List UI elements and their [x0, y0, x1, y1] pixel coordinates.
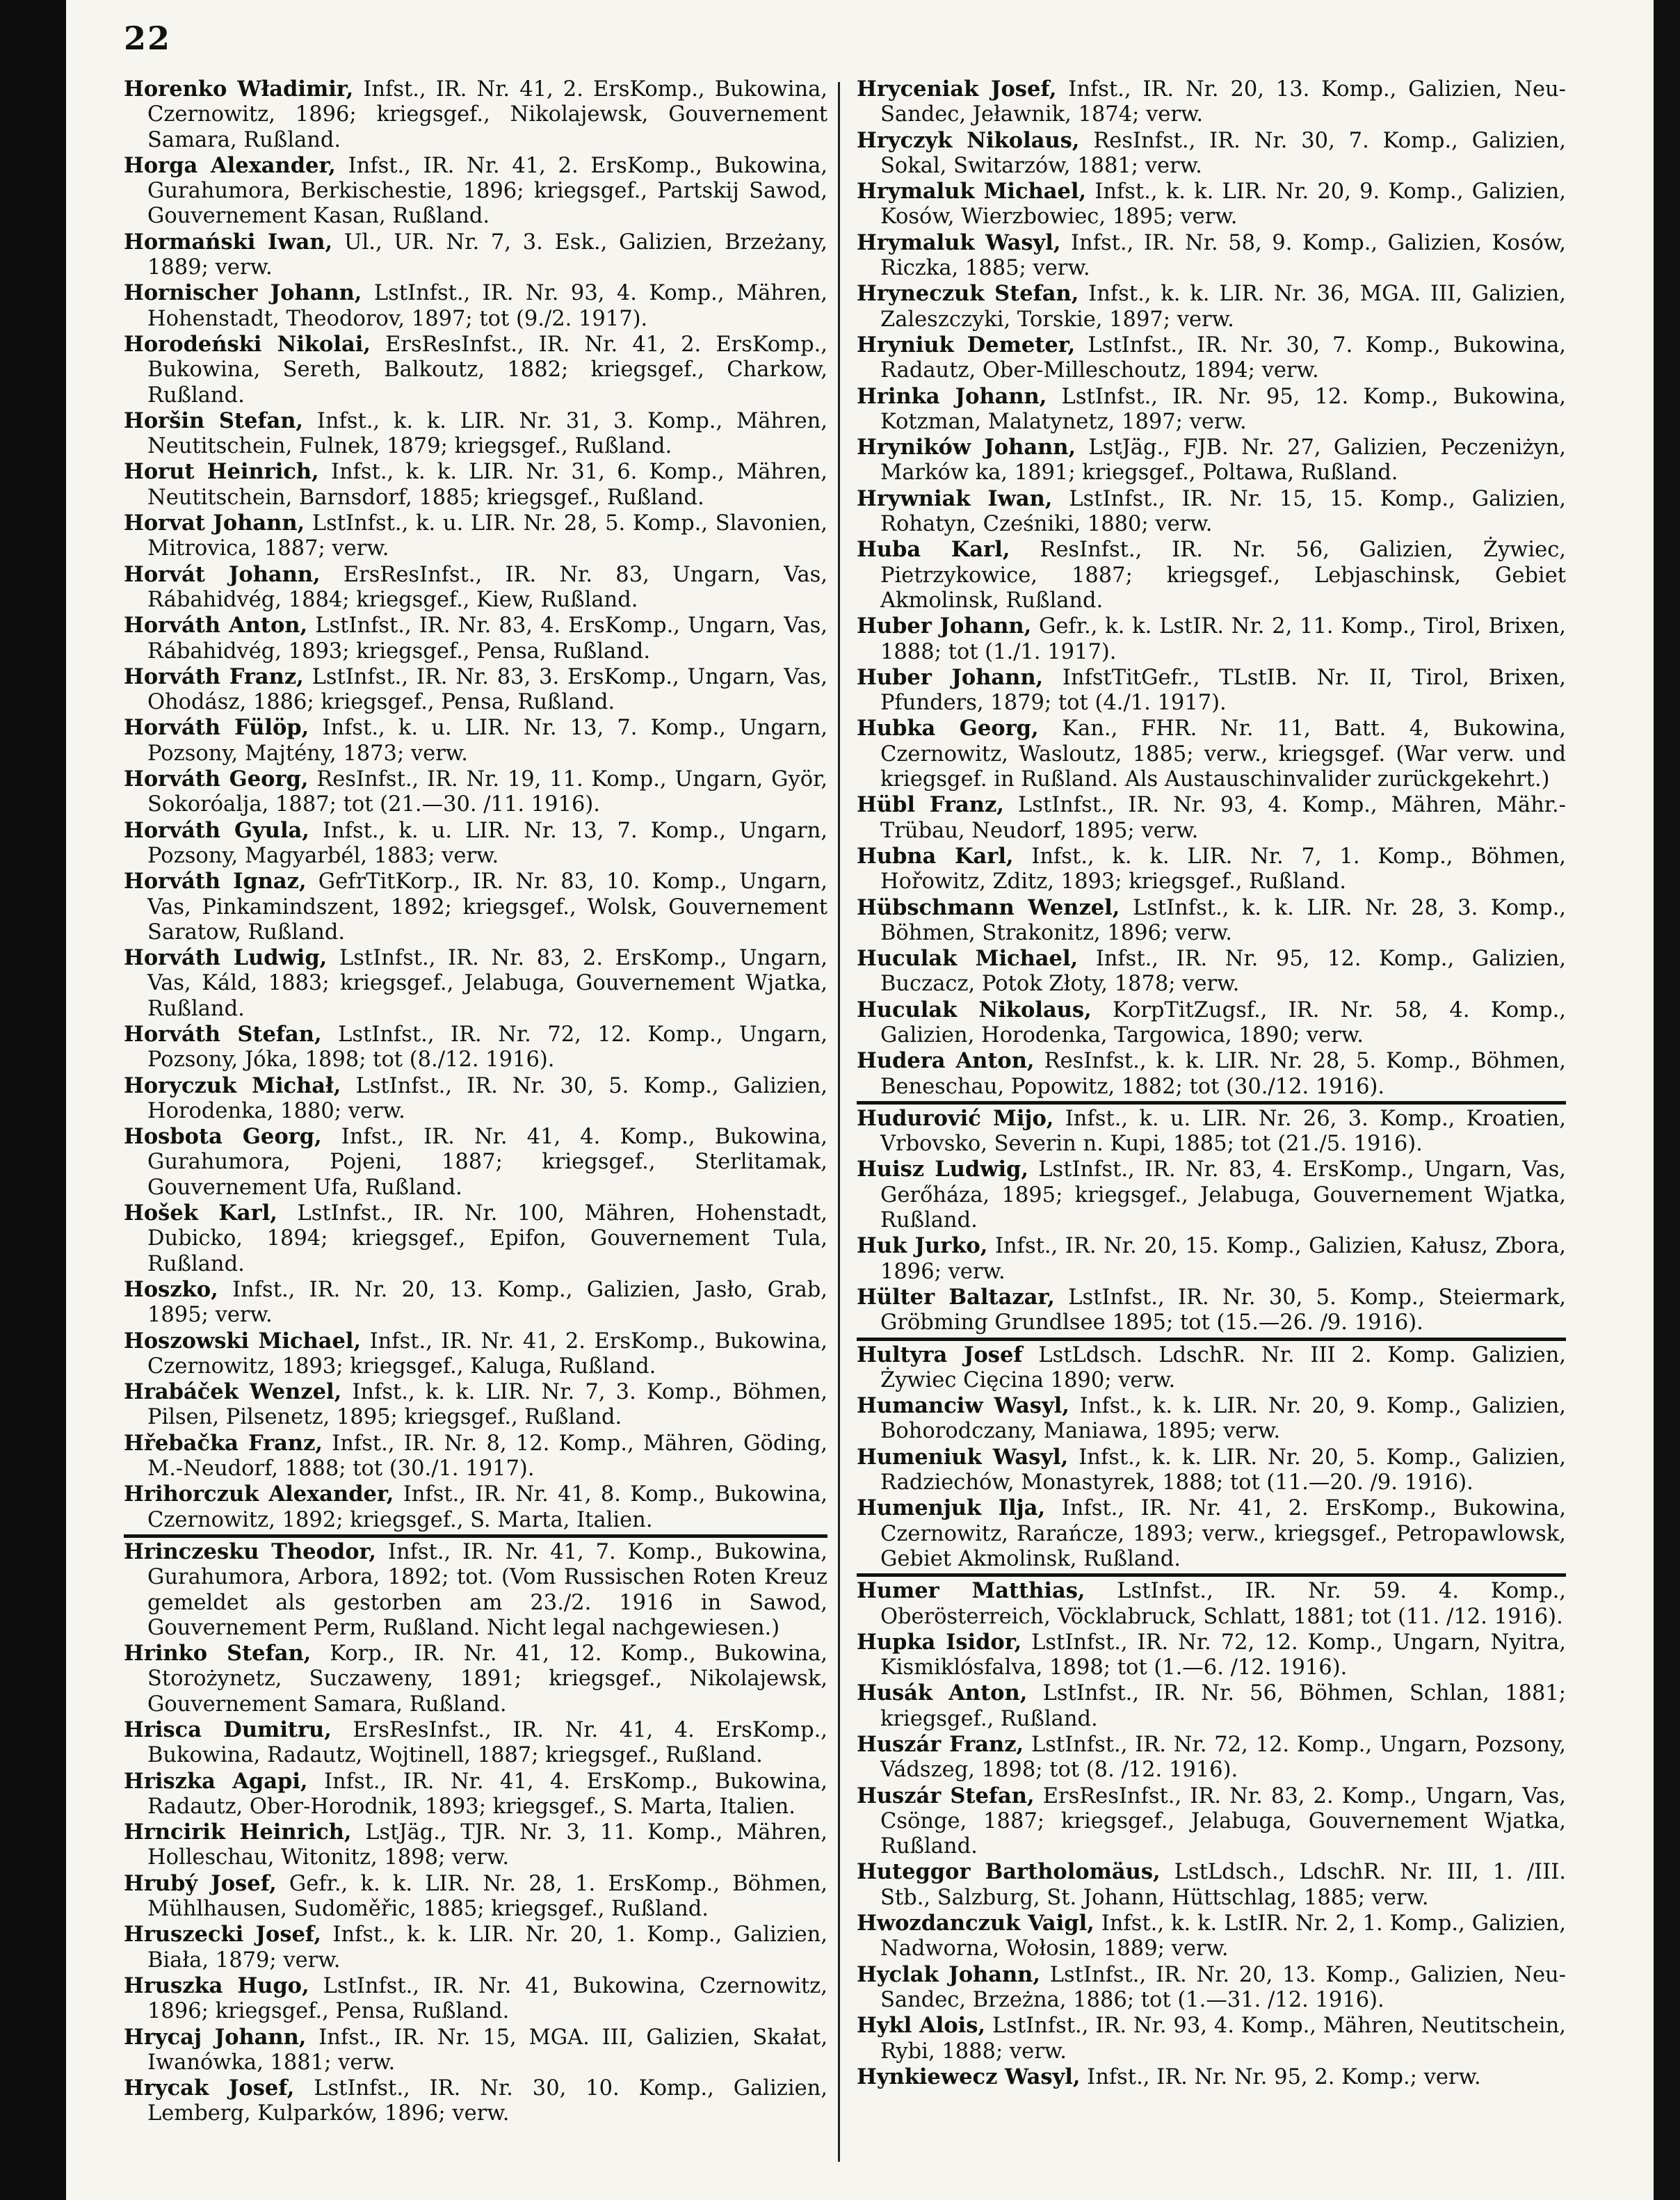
register-entry	[124, 459, 827, 511]
register-entry	[124, 1328, 827, 1380]
entry-name: Huber Johann,	[857, 613, 1032, 639]
column-divider	[838, 82, 840, 2162]
register-entry	[124, 230, 827, 281]
entry-name: Hryceniak Josef,	[857, 77, 1057, 102]
entry-name: Horváth Ignaz,	[124, 869, 307, 894]
register-entry	[857, 1157, 1566, 1233]
entry-name: Hrihorczuk Alexander,	[124, 1482, 394, 1507]
entry-name: Horvat Johann,	[124, 511, 305, 536]
entry-name: Huculak Michael,	[857, 946, 1079, 972]
entry-name: Hrinczesku Theodor,	[124, 1539, 377, 1564]
entry-details: Infst., k. k. LIR. Nr. 20, 9. Komp., Galizien, Bohorodczany, Maniawa, 1895; verw.	[880, 1394, 1566, 1444]
entry-name: Hrymaluk Wasyl,	[857, 230, 1061, 255]
register-entry	[124, 77, 827, 153]
entry-details: LstInfst., IR. Nr. 93, 4. Komp., Mähren, Mähr.-Trübau, Neudorf, 1895; verw.	[880, 793, 1566, 843]
entry-details: LstInfst., IR. Nr. 72, 12. Komp., Ungarn, Pozsony, Jóka, 1898; tot (8./12. 1916).	[147, 1022, 827, 1073]
entry-name: Huteggor Bartholomäus,	[857, 1859, 1161, 1885]
entry-details: LstInfst., IR. Nr. 100, Mähren, Hohenstadt, Dubicko, 1894; kriegsgef., Epifon, Gouvernement Tula, Rußland.	[147, 1201, 827, 1276]
entry-details: Infst., IR. Nr. 95, 12. Komp., Galizien, Buczacz, Potok Złoty, 1878; verw.	[880, 947, 1566, 997]
entry-name: Hrywniak Iwan,	[857, 485, 1053, 511]
register-entry	[124, 1073, 827, 1125]
register-entry	[124, 1022, 827, 1073]
entry-name: Hynkiewecz Wasyl,	[857, 2064, 1081, 2089]
entry-name: Horváth Anton,	[124, 613, 308, 639]
register-entry	[857, 1859, 1566, 1911]
entry-separator-rule	[124, 1534, 827, 1538]
entry-details: Infst., IR. Nr. 20, 13. Komp., Galizien, Neu-Sandec, Jeławnik, 1874; verw.	[880, 77, 1566, 127]
entry-details: Infst., IR. Nr. 15, MGA. III, Galizien, Skałat, Iwanówka, 1881; verw.	[147, 2025, 827, 2075]
entry-name: Hyclak Johann,	[857, 1961, 1040, 1987]
entry-name: Hwozdanczuk Vaigl,	[857, 1911, 1095, 1936]
entry-name: Huculak Nikolaus,	[857, 997, 1092, 1022]
entry-name: Hudurović Mijo,	[857, 1105, 1054, 1131]
entry-details: Infst., IR. Nr. 20, 13. Komp., Galizien, Jasło, Grab, 1895; verw.	[147, 1277, 827, 1328]
entry-name: Hrymaluk Michael,	[857, 179, 1087, 204]
entry-name: Huszár Franz,	[857, 1732, 1024, 1757]
entry-details: LstInfst., IR. Nr. 93, 4. Komp., Mähren, Neutitschein, Rybi, 1888; verw.	[880, 2014, 1566, 2064]
register-entry	[857, 1285, 1566, 1336]
register-entry	[857, 384, 1566, 435]
entry-details: Infst., k. k. LIR. Nr. 31, 3. Komp., Mähren, Neutitschein, Fulnek, 1879; kriegsgef., Rußland.	[147, 408, 827, 459]
register-entry	[124, 818, 827, 869]
entry-name: Hykl Alois,	[857, 2013, 986, 2039]
register-entry	[857, 1233, 1566, 1285]
entry-details: LstInfst., IR. Nr. 41, Bukowina, Czernowitz, 1896; kriegsgef., Pensa, Rußland.	[147, 1973, 827, 2024]
register-entry	[857, 281, 1566, 332]
register-entry	[124, 2075, 827, 2127]
entry-name: Hübl Franz,	[857, 792, 1004, 818]
register-entry	[857, 1106, 1566, 1157]
register-entry	[124, 153, 827, 230]
entry-name: Horga Alexander,	[124, 152, 336, 178]
entry-details: Infst., k. u. LIR. Nr. 13, 7. Komp., Ungarn, Pozsony, Magyarbél, 1883; verw.	[147, 818, 827, 868]
register-entry	[124, 1482, 827, 1533]
entry-details: LstInfst., IR. Nr. 83, 4. ErsKomp., Ungarn, Vas, Rábahidvég, 1893; kriegsgef., Pensa, Rußland.	[147, 613, 827, 664]
entry-name: Hoszowski Michael,	[124, 1328, 362, 1354]
register-entry	[124, 766, 827, 818]
register-entry	[124, 1277, 827, 1328]
register-entry	[124, 332, 827, 408]
entry-details: KorpTitZugsf., IR. Nr. 58, 4. Komp., Galizien, Horodenka, Targowica, 1890; verw.	[880, 997, 1566, 1047]
register-entry	[857, 1732, 1566, 1783]
entry-separator-rule	[857, 1101, 1566, 1105]
entry-name: Hormański Iwan,	[124, 229, 333, 255]
entry-details: Ul., UR. Nr. 7, 3. Esk., Galizien, Brzeżany, 1889; verw.	[147, 230, 827, 280]
entry-name: Huk Jurko,	[857, 1233, 988, 1259]
entry-name: Hruszka Hugo,	[124, 1973, 309, 1998]
entry-name: Horváth Gyula,	[124, 817, 309, 843]
entry-name: Hrabáček Wenzel,	[124, 1379, 342, 1405]
entry-details: Infst., k. u. LIR. Nr. 26, 3. Komp., Kroatien, Vrbovsko, Severin n. Kupi, 1885; tot (21./5. 1916).	[880, 1106, 1566, 1157]
entry-name: Hülter Baltazar,	[857, 1284, 1055, 1310]
entry-details: Korp., IR. Nr. 41, 12. Komp., Bukowina, Storożynetz, Suczaweny, 1891; kriegsgef., Nikolajewsk, Gouvernement Samara, Rußland.	[147, 1641, 827, 1717]
register-entry	[124, 1124, 827, 1201]
entry-details: LstInfst., IR. Nr. 20, 13. Komp., Galizien, Neu-Sandec, Brzeżna, 1886; tot (1.—31. /12. 1916).	[880, 1962, 1566, 2012]
entry-details: Infst., IR. Nr. 41, 4. Komp., Bukowina, Gurahumora, Pojeni, 1887; kriegsgef., Sterlitamak, Gouvernement Ufa, Rußland.	[147, 1125, 827, 1200]
entry-details: Infst., IR. Nr. 20, 15. Komp., Galizien, Kałusz, Zbora, 1896; verw.	[880, 1234, 1566, 1284]
entry-details: Gefr., k. k. LIR. Nr. 28, 1. ErsKomp., Böhmen, Mühlhausen, Sudoměřic, 1885; kriegsgef., Rußland.	[147, 1871, 827, 1922]
entry-details: LstInfst., IR. Nr. 93, 4. Komp., Mähren, Hohenstadt, Theodorov, 1897; tot (9./2. 1917).	[147, 281, 827, 331]
entry-name: Hrisca Dumitru,	[124, 1717, 332, 1742]
entry-name: Huba Karl,	[857, 537, 1010, 563]
left-column	[124, 77, 827, 2184]
register-entry	[857, 2064, 1566, 2090]
entry-name: Hryneczuk Stefan,	[857, 281, 1079, 307]
register-entry	[857, 2013, 1566, 2064]
register-entry	[857, 1911, 1566, 1962]
register-entry	[124, 1973, 827, 2025]
entry-details: ErsResInfst., IR. Nr. 41, 2. ErsKomp., Bukowina, Sereth, Balkoutz, 1882; kriegsgef., Charkow, Rußland.	[147, 332, 827, 408]
entry-details: ErsResInfst., IR. Nr. 83, 2. Komp., Ungarn, Vas, Csönge, 1887; kriegsgef., Jelabuga, Gouvernement Wjatka, Rußland.	[880, 1783, 1566, 1859]
entry-details: Infst., k. k. LIR. Nr. 7, 3. Komp., Böhmen, Pilsen, Pilsenetz, 1895; kriegsgef., Rußland.	[147, 1380, 827, 1430]
register-entry	[857, 613, 1566, 665]
entry-name: Hubna Karl,	[857, 843, 1014, 869]
entry-name: Humer Matthias,	[857, 1578, 1085, 1604]
entry-details: ResInfst., IR. Nr. 56, Galizien, Żywiec, Pietrzykowice, 1887; kriegsgef., Lebjaschinsk, Gebiet Akmolinsk, Rußland.	[880, 538, 1566, 613]
entry-details: LstInfst., IR. Nr. 15, 15. Komp., Galizien, Rohatyn, Cześniki, 1880; verw.	[880, 486, 1566, 537]
scan-edge-right	[1654, 0, 1680, 2200]
entry-name: Hupka Isidor,	[857, 1629, 1022, 1655]
entry-name: Huszár Stefan,	[857, 1783, 1035, 1808]
entry-details: Infst., IR. Nr. 41, 2. ErsKomp., Bukowina, Czernowitz, 1896; kriegsgef., Nikolajewsk, Gouvernement Samara, Rußland.	[147, 77, 827, 152]
entry-details: Infst., IR. Nr. 8, 12. Komp., Mähren, Göding, M.-Neudorf, 1888; tot (30./1. 1917).	[147, 1431, 827, 1482]
register-entry	[857, 1783, 1566, 1860]
register-entry	[857, 1048, 1566, 1100]
entry-name: Hrncirik Heinrich,	[124, 1820, 352, 1845]
entry-details: Infst., IR. Nr. 41, 2. ErsKomp., Bukowina, Gurahumora, Berkischestie, 1896; kriegsgef., Partskij Sawod, Gouvernement Kasan, Rußland.	[147, 153, 827, 229]
entry-name: Horváth Ludwig,	[124, 945, 328, 971]
entry-details: LstInfst., IR. Nr. 72, 12. Komp., Ungarn, Nyitra, Kismiklósfalva, 1898; tot (1.—6. /12. 1916).	[880, 1630, 1566, 1680]
entry-name: Hruszecki Josef,	[124, 1922, 322, 1948]
register-entry	[124, 664, 827, 716]
register-entry	[124, 1379, 827, 1431]
entry-name: Horvát Johann,	[124, 561, 321, 587]
entry-details: LstJäg., TJR. Nr. 3, 11. Komp., Mähren, Holleschau, Witonitz, 1898; verw.	[147, 1820, 827, 1870]
entry-details: Infst., IR. Nr. Nr. 95, 2. Komp.; verw.	[1080, 2064, 1481, 2089]
entry-name: Horváth Georg,	[124, 766, 309, 792]
entry-name: Horyczuk Michał,	[124, 1073, 341, 1098]
entry-details: Infst., IR. Nr. 41, 7. Komp., Bukowina, Gurahumora, Arbora, 1892; tot. (Vom Russischen Roten Kreuz gemeldet als gestorben am 23./2. 1916 in Sawod, Gouvernement Perm, Rußland. Nicht legal nachgewiesen.)	[147, 1539, 827, 1640]
register-entry	[857, 230, 1566, 282]
entry-details: LstInfst., IR. Nr. 83, 3. ErsKomp., Ungarn, Vas, Ohodász, 1886; kriegsgef., Pensa, Rußland.	[147, 664, 827, 715]
entry-details: InfstTitGefr., TLstIB. Nr. II, Tirol, Brixen, Pfunders, 1879; tot (4./1. 1917).	[880, 665, 1566, 716]
entry-name: Horodeński Nikolai,	[124, 331, 371, 357]
entry-details: LstJäg., FJB. Nr. 27, Galizien, Peczeniżyn, Marków ka, 1891; kriegsgef., Poltawa, Rußland.	[880, 435, 1566, 485]
entry-details: Infst., k. k. LstIR. Nr. 2, 1. Komp., Galizien, Nadworna, Wołosin, 1889; verw.	[880, 1911, 1566, 1961]
entry-name: Horšin Stefan,	[124, 408, 304, 433]
entry-details: Infst., k. u. LIR. Nr. 13, 7. Komp., Ungarn, Pozsony, Majtény, 1873; verw.	[147, 716, 827, 766]
entry-name: Hubka Georg,	[857, 716, 1039, 741]
register-entry	[124, 2025, 827, 2076]
register-entry	[857, 1342, 1566, 1394]
register-entry	[124, 1717, 827, 1769]
entry-details: Infst., IR. Nr. 41, 2. ErsKomp., Bukowina, Czernowitz, 1893; kriegsgef., Kaluga, Rußland.	[147, 1328, 827, 1379]
entry-name: Hriszka Agapi,	[124, 1768, 308, 1794]
register-entry	[857, 128, 1566, 179]
entry-details: ErsResInfst., IR. Nr. 83, Ungarn, Vas, Rábahidvég, 1884; kriegsgef., Kiew, Rußland.	[147, 562, 827, 612]
entry-details: Infst., k. k. LIR. Nr. 36, MGA. III, Galizien, Zaleszczyki, Torskie, 1897; verw.	[880, 282, 1566, 332]
entry-details: Infst., IR. Nr. 41, 2. ErsKomp., Bukowina, Czernowitz, Rarańcze, 1893; verw., kriegsgef., Petropawlowsk, Gebiet Akmolinsk, Rußland.	[880, 1496, 1566, 1571]
register-entry	[857, 1495, 1566, 1572]
entry-name: Husák Anton,	[857, 1680, 1028, 1706]
entry-name: Humeniuk Wasyl,	[857, 1444, 1069, 1470]
entry-name: Horváth Fülöp,	[124, 715, 309, 741]
entry-name: Hřebačka Franz,	[124, 1430, 323, 1456]
entry-details: Infst., k. k. LIR. Nr. 31, 6. Komp., Mähren, Neutitschein, Barnsdorf, 1885; kriegsgef., Rußland.	[147, 460, 827, 510]
entry-name: Hrycak Josef,	[124, 2075, 295, 2101]
entry-details: Infst., IR. Nr. 41, 8. Komp., Bukowina, Czernowitz, 1892; kriegsgef., S. Marta, Italien.	[147, 1482, 827, 1532]
register-entry	[857, 77, 1566, 128]
register-entry	[857, 435, 1566, 486]
entry-separator-rule	[857, 1573, 1566, 1577]
entry-name: Hosbota Georg,	[124, 1124, 322, 1150]
register-entry	[857, 1393, 1566, 1445]
entry-name: Huisz Ludwig,	[857, 1157, 1029, 1182]
register-entry	[857, 1445, 1566, 1496]
entry-details: Infst., k. k. LIR. Nr. 7, 1. Komp., Böhmen, Hořowitz, Zditz, 1893; kriegsgef., Rußland.	[880, 844, 1566, 894]
register-entry	[857, 179, 1566, 230]
register-entry	[124, 613, 827, 664]
entry-details: Infst., IR. Nr. 58, 9. Komp., Galizien, Kosów, Riczka, 1885; verw.	[880, 230, 1566, 281]
entry-details: ResInfst., k. k. LIR. Nr. 28, 5. Komp., Böhmen, Beneschau, Popowitz, 1882; tot (30./12. 1916).	[880, 1049, 1566, 1099]
entry-name: Horut Heinrich,	[124, 459, 319, 485]
entry-name: Hryników Johann,	[857, 435, 1076, 460]
entry-name: Hultyra Josef	[857, 1342, 1023, 1367]
entry-name: Hoszko,	[124, 1276, 218, 1302]
register-entry	[124, 715, 827, 766]
entry-details: ResInfst., IR. Nr. 30, 7. Komp., Galizien, Sokal, Switarzów, 1881; verw.	[880, 128, 1566, 178]
document-page	[70, 0, 1648, 2200]
entry-name: Hornischer Johann,	[124, 280, 362, 306]
register-entry	[857, 486, 1566, 538]
register-entry	[857, 946, 1566, 997]
entry-details: LstLdsch. LdschR. Nr. III 2. Komp. Galizien, Żywiec Cięcina 1890; verw.	[880, 1342, 1566, 1392]
register-entry	[857, 332, 1566, 384]
register-entry	[124, 408, 827, 460]
register-entry	[124, 1871, 827, 1922]
entry-details: Infst., k. k. LIR. Nr. 20, 9. Komp., Galizien, Kosów, Wierzbowiec, 1895; verw.	[880, 179, 1566, 230]
entry-details: Infst., k. k. LIR. Nr. 20, 1. Komp., Galizien, Biała, 1879; verw.	[147, 1922, 827, 1973]
entry-details: ResInfst., IR. Nr. 19, 11. Komp., Ungarn, Györ, Sokoróalja, 1887; tot (21.—30. /11. 1916).	[147, 767, 827, 817]
entry-details: LstInfst., IR. Nr. 30, 7. Komp., Bukowina, Radautz, Ober-Milleschoutz, 1894; verw.	[880, 332, 1566, 383]
entry-details: LstInfst., IR. Nr. 83, 2. ErsKomp., Ungarn, Vas, Káld, 1883; kriegsgef., Jelabuga, Gouvernement Wjatka, Rußland.	[147, 946, 827, 1021]
register-entry	[857, 895, 1566, 947]
entry-details: Kan., FHR. Nr. 11, Batt. 4, Bukowina, Czernowitz, Wasloutz, 1885; verw., kriegsgef. (War verw. und kriegsgef. in Rußland. Als Austauschinvalider zurückgekehrt.)	[880, 716, 1566, 792]
entry-name: Horenko Władimir,	[124, 77, 354, 102]
scan-edge-left	[0, 0, 66, 2200]
entry-details: LstInfst., IR. Nr. 83, 4. ErsKomp., Ungarn, Vas, Gerőháza, 1895; kriegsgef., Jelabuga, Gouvernement Wjatka, Rußland.	[880, 1157, 1566, 1233]
entry-name: Huber Johann,	[857, 664, 1044, 690]
entry-name: Hrubý Josef,	[124, 1870, 277, 1896]
entry-name: Hrinko Stefan,	[124, 1641, 312, 1667]
entry-details: GefrTitKorp., IR. Nr. 83, 10. Komp., Ungarn, Vas, Pinkamindszent, 1892; kriegsgef., Wolsk, Gouvernement Saratow, Rußland.	[147, 869, 827, 945]
register-entry	[124, 562, 827, 613]
entry-name: Hryniuk Demeter,	[857, 332, 1076, 358]
register-entry	[124, 1539, 827, 1641]
entry-details: LstInfst., IR. Nr. 95, 12. Komp., Bukowina, Kotzman, Malatynetz, 1897; verw.	[880, 384, 1566, 434]
entry-name: Hudera Anton,	[857, 1048, 1035, 1074]
register-entry	[124, 1820, 827, 1871]
register-entry	[857, 1578, 1566, 1630]
entry-details: LstInfst., IR. Nr. 72, 12. Komp., Ungarn, Pozsony, Vádszeg, 1898; tot (8. /12. 1916).	[880, 1733, 1566, 1783]
register-entry	[857, 997, 1566, 1049]
entry-details: LstInfst., k. k. LIR. Nr. 28, 3. Komp., Böhmen, Strakonitz, 1896; verw.	[880, 895, 1566, 945]
register-entry	[124, 280, 827, 332]
entry-name: Horváth Franz,	[124, 664, 304, 689]
entry-details: Infst., IR. Nr. 41, 4. ErsKomp., Bukowina, Radautz, Ober-Horodnik, 1893; kriegsgef., S. Marta, Italien.	[147, 1769, 827, 1819]
entry-name: Hübschmann Wenzel,	[857, 894, 1120, 920]
entry-name: Hrinka Johann,	[857, 383, 1047, 409]
entry-name: Horváth Stefan,	[124, 1021, 322, 1047]
entry-details: LstInfst., k. u. LIR. Nr. 28, 5. Komp., Slavonien, Mitrovica, 1887; verw.	[147, 511, 827, 561]
register-entry	[857, 792, 1566, 844]
entry-details: LstInfst., IR. Nr. 30, 10. Komp., Galizien, Lemberg, Kulparków, 1896; verw.	[147, 2076, 827, 2126]
entry-name: Hrycaj Johann,	[124, 2024, 307, 2050]
page-number: 22	[124, 19, 172, 57]
entry-details: LstInfst., IR. Nr. 59. 4. Komp., Oberösterreich, Vöcklabruck, Schlatt, 1881; tot (11. /12. 1916).	[880, 1579, 1566, 1629]
register-entry	[124, 945, 827, 1022]
entry-details: LstInfst., IR. Nr. 56, Böhmen, Schlan, 1881; kriegsgef., Rußland.	[880, 1681, 1566, 1731]
right-column	[857, 77, 1566, 2184]
entry-name: Hryczyk Nikolaus,	[857, 127, 1080, 153]
entry-details: ErsResInfst., IR. Nr. 41, 4. ErsKomp., Bukowina, Radautz, Wojtinell, 1887; kriegsgef., Rußland.	[147, 1718, 827, 1768]
register-entry	[124, 1641, 827, 1717]
register-entry	[857, 665, 1566, 716]
register-entry	[124, 869, 827, 945]
register-entry	[857, 844, 1566, 895]
entry-details: LstInfst., IR. Nr. 30, 5. Komp., Steiermark, Gröbming Grundlsee 1895; tot (15.—26. /9. 1916).	[880, 1285, 1566, 1335]
entry-details: Gefr., k. k. LstIR. Nr. 2, 11. Komp., Tirol, Brixen, 1888; tot (1./1. 1917).	[880, 614, 1566, 664]
register-entry	[124, 1769, 827, 1820]
entry-details: LstLdsch., LdschR. Nr. III, 1. /III. Stb., Salzburg, St. Johann, Hüttschlag, 1885; verw.	[880, 1860, 1566, 1910]
register-entry	[124, 1431, 827, 1482]
register-entry	[124, 511, 827, 562]
register-entry	[124, 1201, 827, 1277]
entry-details: Infst., k. k. LIR. Nr. 20, 5. Komp., Galizien, Radziechów, Monastyrek, 1888; tot (11.—20. /9. 1916).	[880, 1445, 1566, 1495]
register-entry	[124, 1922, 827, 1973]
entry-name: Humenjuk Ilja,	[857, 1495, 1046, 1521]
register-entry	[857, 1630, 1566, 1681]
entry-separator-rule	[857, 1338, 1566, 1341]
entry-name: Humanciw Wasyl,	[857, 1393, 1069, 1419]
entry-details: LstInfst., IR. Nr. 30, 5. Komp., Galizien, Horodenka, 1880; verw.	[147, 1073, 827, 1123]
entry-name: Hošek Karl,	[124, 1201, 277, 1226]
register-entry	[857, 716, 1566, 792]
register-entry	[857, 1962, 1566, 2014]
register-entry	[857, 1680, 1566, 1732]
register-entry	[857, 537, 1566, 613]
